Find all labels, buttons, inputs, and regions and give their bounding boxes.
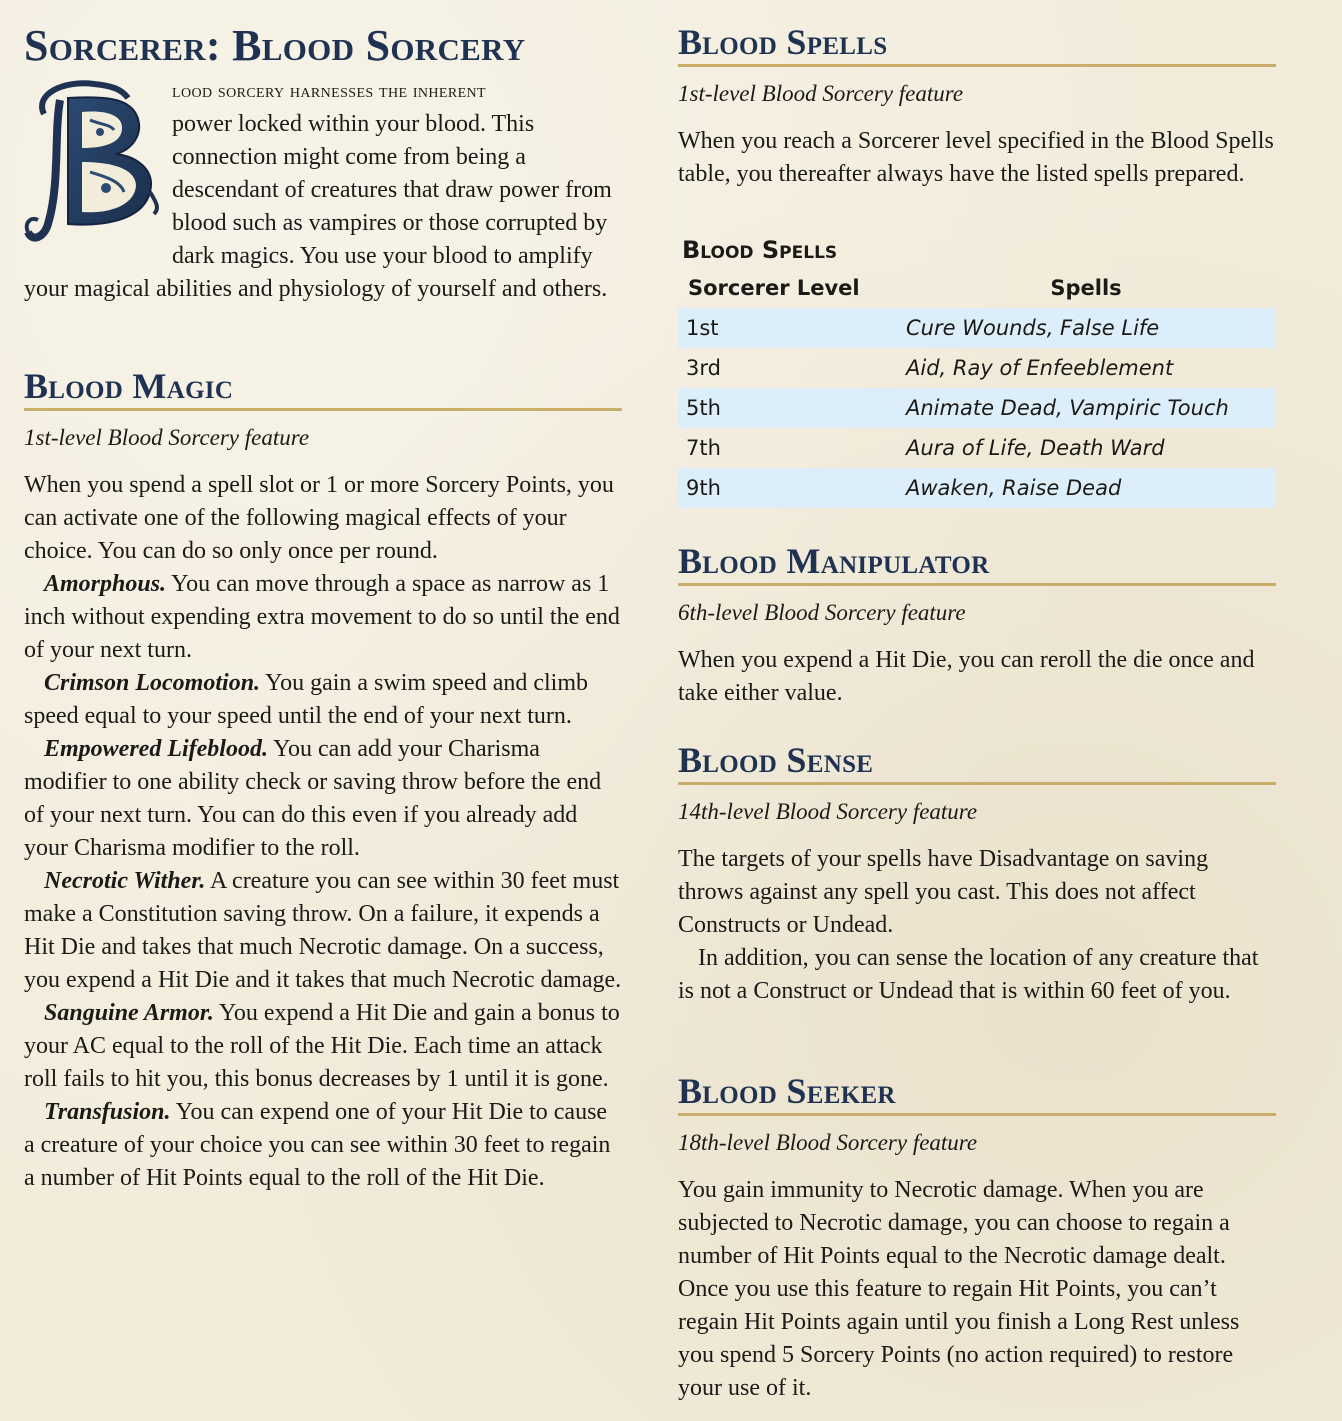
table-row: 3rd Aid, Ray of Enfeeblement [686, 356, 1174, 380]
column-header-spells: Spells [1050, 276, 1122, 300]
option-amorphous: Amorphous. You can move through a space as narrow as 1 inch without expending extra movement to do so until the end of your next turn. [24, 571, 620, 663]
heading-blood-sense: Blood Sense [678, 742, 1276, 785]
table-header-row [678, 268, 1276, 308]
blood-spells-table [678, 268, 1276, 508]
table-row: 9th Awaken, Raise Dead [678, 468, 1276, 508]
option-sanguine-armor: Sanguine Armor. You expend a Hit Die and gain a bonus to your AC equal to the roll of the Hit Die. Each time an attack roll fails to hit you, this bonus decreases by 1 until it is gone. [24, 1000, 620, 1092]
blood-seeker-sub: 18th-level Blood Sorcery feature [678, 1130, 978, 1155]
heading-blood-seeker: Blood Seeker [678, 1073, 1276, 1116]
intro-lead: lood sorcery harnesses the inherent [172, 80, 487, 102]
blood-sense-body: The targets of your spells have Disadvantage on saving throws against any spell you cast. This does not affect Constructs or Undead. In addition, you can sense the location of any creature that is not a Construct or Undead that is within 60 feet of you. [678, 846, 1259, 1004]
blood-magic-intro: When you spend a spell slot or 1 or more Sorcery Points, you can activate one of the following magical effects of your choice. You can do so only once per round. [24, 472, 614, 564]
heading-blood-manipulator: Blood Manipulator [678, 543, 1276, 586]
table-title: Blood Spells [682, 236, 838, 264]
table-row: 1st Cure Wounds, False Life [678, 308, 1276, 348]
column-header-level: Sorcerer Level [688, 276, 860, 300]
heading-blood-magic: Blood Magic [24, 368, 622, 411]
drop-cap-b-icon [24, 74, 162, 246]
intro-paragraph [24, 74, 622, 306]
option-necrotic-wither: Necrotic Wither. A creature you can see within 30 feet must make a Constitution saving throw. On a failure, it expends a Hit Die and takes that much Necrotic damage. On a success, you expend a Hit Die and it takes that much Necrotic damage. [24, 868, 622, 993]
blood-seeker-body: You gain immunity to Necrotic damage. When you are subjected to Necrotic damage, you can choose to regain a number of Hit Points equal to the Necrotic damage dealt. Once you use this feature to regain Hit Points, you can’t regain Hit Points again until you finish a Long Rest unless you spend 5 Sorcery Points (no action required) to restore your use of it. [678, 1177, 1240, 1401]
blood-spells-body: When you reach a Sorcerer level specified in the Blood Spells table, you thereafter always have the listed spells prepared. [678, 128, 1274, 187]
page-title: Sorcerer: Blood Sorcery [24, 21, 526, 70]
heading-blood-spells: Blood Spells [678, 24, 1276, 67]
table-row: 7th Aura of Life, Death Ward [686, 436, 1165, 460]
blood-spells-sub: 1st-level Blood Sorcery feature [678, 81, 964, 106]
option-transfusion: Transfusion. You can expend one of your Hit Die to cause a creature of your choice you can see within 30 feet to regain a number of Hit Points equal to the roll of the Hit Die. [24, 1099, 611, 1191]
option-crimson-locomotion: Crimson Locomotion. You gain a swim speed and climb speed equal to your speed until the end of your next turn. [24, 670, 589, 729]
intro-text: power locked within your blood. This connection might come from being a descendant of creatures that draw power from blood such as vampires or those corrupted by dark magics. You use your blood to amplify your magical abilities and physiology of yourself and others. [24, 111, 612, 302]
blood-manipulator-sub: 6th-level Blood Sorcery feature [678, 600, 966, 625]
blood-magic-body [24, 469, 622, 1195]
blood-magic-sub: 1st-level Blood Sorcery feature [24, 425, 310, 450]
option-empowered-lifeblood: Empowered Lifeblood. You can add your Charisma modifier to one ability check or saving throw before the end of your next turn. You can do this even if you already add your Charisma modifier to the roll. [24, 736, 602, 861]
blood-sense-sub: 14th-level Blood Sorcery feature [678, 799, 978, 824]
table-row: 5th Animate Dead, Vampiric Touch [678, 388, 1276, 428]
blood-manipulator-body: When you expend a Hit Die, you can reroll the die once and take either value. [678, 647, 1255, 706]
